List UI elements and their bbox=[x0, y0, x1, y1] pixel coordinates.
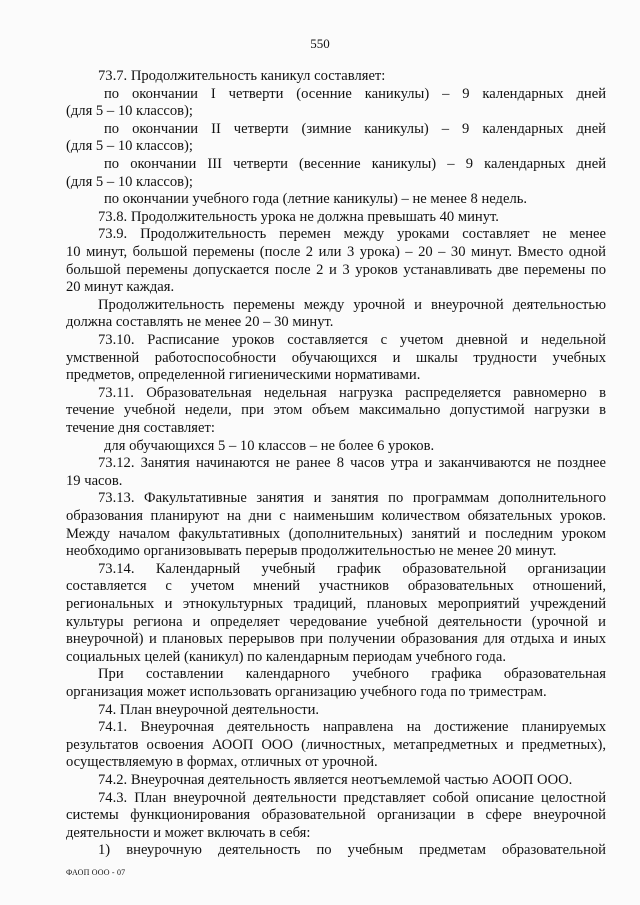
text-line: 74.1. Внеурочная деятельность направлена на достижение планируемых bbox=[98, 719, 606, 736]
text-line: большой перемены допускается после 2 и 3 уроков устанавливать две перемены по bbox=[66, 261, 606, 278]
text-line: 74.2. Внеурочная деятельность является неотъемлемой частью АООП ООО. bbox=[98, 772, 573, 788]
text-line: 73.8. Продолжительность урока не должна превышать 40 минут. bbox=[98, 208, 499, 225]
text-line: образования планируют на дни с наименьшим количеством обязательных уроков. bbox=[66, 508, 606, 524]
text-line: (для 5 – 10 классов); bbox=[66, 138, 193, 155]
text-line: 19 часов. bbox=[66, 472, 123, 489]
text-line: 1) внеурочную деятельность по учебным предметам образовательной bbox=[98, 842, 606, 859]
text-line: Продолжительность перемены между урочной и внеурочной деятельностью bbox=[98, 296, 606, 313]
text-line: по окончании I четверти (осенние каникулы) – 9 календарных дней bbox=[104, 85, 606, 102]
text-line: для обучающихся 5 – 10 классов – не более 6 уроков. bbox=[104, 437, 435, 454]
text-line: 73.12. Занятия начинаются не ранее 8 часов утра и заканчиваются не позднее bbox=[98, 455, 606, 472]
text-line: 73.7. Продолжительность каникул составляет: bbox=[98, 68, 386, 84]
text-line: организация может использовать организацию учебного года по триместрам. bbox=[66, 684, 547, 700]
footer-code: ФАОП ООО - 07 bbox=[66, 868, 126, 877]
text-line: 20 минут каждая. bbox=[66, 279, 175, 296]
text-line: При составлении календарного учебного графика образовательная bbox=[98, 666, 606, 683]
text-line: (для 5 – 10 классов); bbox=[66, 103, 193, 120]
text-line: системы функционирования образовательной организации в сфере внеурочной bbox=[66, 807, 606, 824]
text-line: внеурочной) и плановых перерывов при получении образования для отдыха и иных bbox=[66, 631, 606, 648]
text-line: течение дня составляет: bbox=[66, 420, 215, 436]
text-line: осуществляемую в формах, отличных от урочной. bbox=[66, 754, 378, 771]
text-line: 74. План внеурочной деятельности. bbox=[98, 701, 320, 718]
text-line: 73.13. Факультативные занятия и занятия по программам дополнительного bbox=[98, 490, 606, 507]
text-line: по окончании II четверти (зимние каникулы) – 9 календарных дней bbox=[104, 120, 606, 137]
text-line: (для 5 – 10 классов); bbox=[66, 173, 193, 190]
text-line: деятельности и может включать в себя: bbox=[66, 824, 311, 841]
text-line: 10 минут, большой перемены (после 2 или 3 урока) – 20 – 30 минут. Вместо одной bbox=[66, 244, 606, 260]
text-line: 73.10. Расписание уроков составляется с учетом дневной и недельной bbox=[98, 332, 606, 348]
text-line: региональных и этнокультурных традиций, плановых мероприятий учреждений bbox=[66, 596, 606, 612]
text-line: 74.3. План внеурочной деятельности представляет собой описание целостной bbox=[98, 789, 606, 806]
text-line: культуры региона и определяет чередование учебной деятельности (урочной и bbox=[66, 613, 606, 630]
text-line: социальных целей (каникул) по календарным периодам учебного года. bbox=[66, 648, 506, 665]
text-line: течение учебной недели, при этом объем максимально допустимой нагрузки в bbox=[66, 402, 606, 419]
text-line: Между началом факультативных (дополнительных) занятий и последним уроком bbox=[66, 525, 606, 542]
text-line: предметов, определенной гигиеническими нормативами. bbox=[66, 367, 421, 384]
text-line: умственной работоспособности обучающихся и шкалы трудности учебных bbox=[66, 349, 606, 366]
text-line: 73.11. Образовательная недельная нагрузка распределяется равномерно в bbox=[98, 384, 606, 401]
page-number: 550 bbox=[310, 36, 330, 51]
text-line: необходимо организовывать перерыв продолжительностью не менее 20 минут. bbox=[66, 543, 557, 560]
text-line: должна составлять не менее 20 – 30 минут. bbox=[66, 314, 334, 331]
text-line: результатов освоения АООП ООО (личностных, метапредметных и предметных), bbox=[66, 736, 606, 753]
text-line: составляется с учетом мнений участников образовательных отношений, bbox=[66, 578, 606, 595]
text-line: по окончании III четверти (весенние каникулы) – 9 календарных дней bbox=[104, 156, 606, 172]
text-line: 73.9. Продолжительность перемен между уроками составляет не менее bbox=[98, 226, 606, 243]
text-line: 73.14. Календарный учебный график образовательной организации bbox=[98, 560, 606, 577]
text-line: по окончании учебного года (летние каникулы) – не менее 8 недель. bbox=[104, 191, 528, 208]
